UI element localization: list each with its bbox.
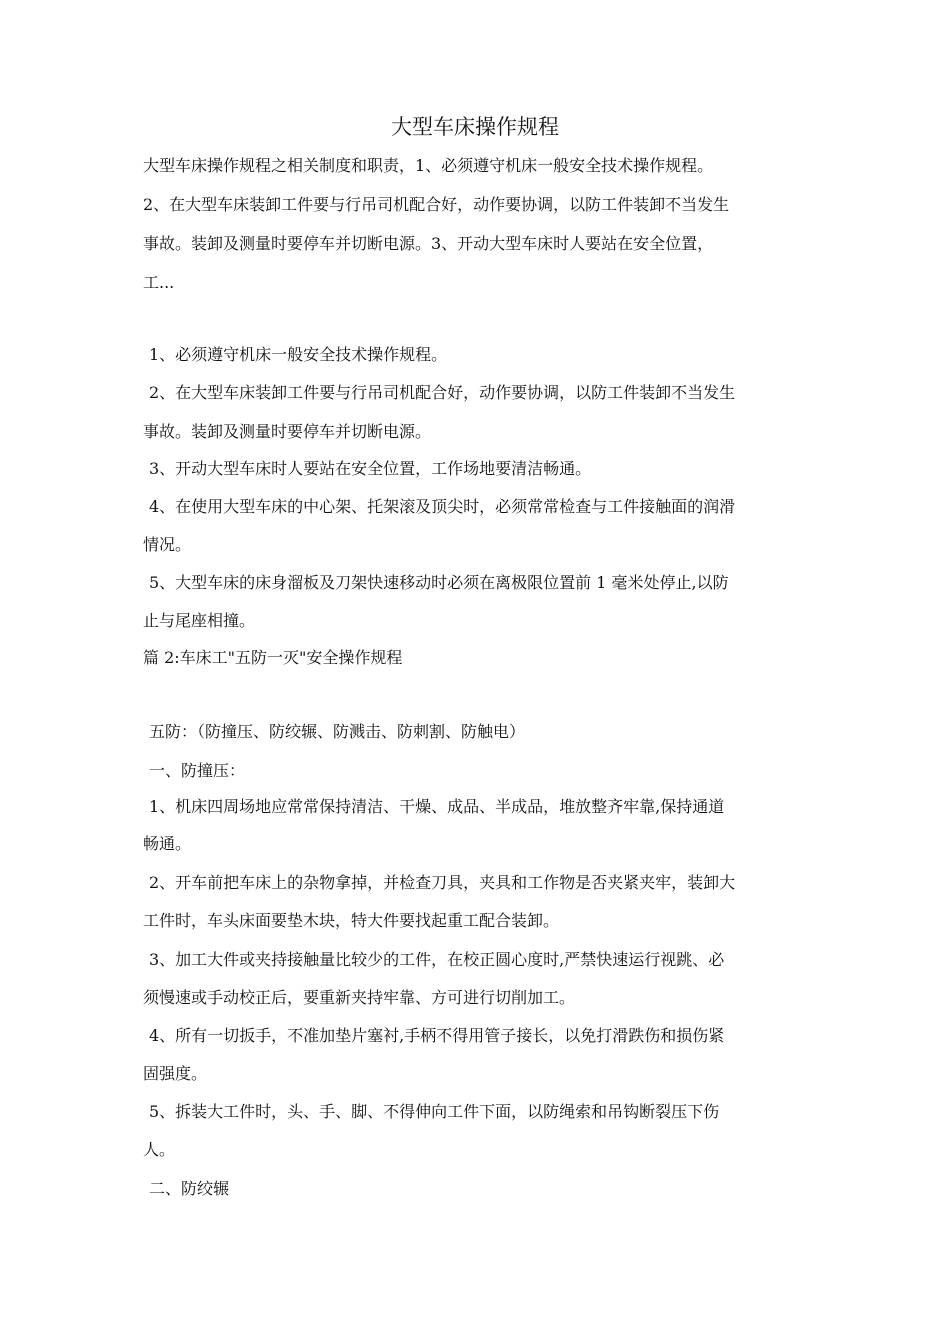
rule-line: 事故。装卸及测量时要停车并切断电源。 <box>143 422 432 441</box>
document-title: 大型车床操作规程 <box>391 115 559 139</box>
summary-line: 2、在大型车床装卸工件要与行吊司机配合好，动作要协调，以防工件装卸不当发生 <box>143 195 730 214</box>
subsection-heading: 二、防绞辗 <box>149 1179 230 1198</box>
item-line: 4、所有一切扳手，不准加垫片塞衬,手柄不得用管子接长，以免打滑跌伤和损伤紧 <box>149 1026 725 1045</box>
item-line: 3、加工大件或夹持接触量比较少的工件，在校正圆心度时,严禁快速运行视跳、必 <box>149 950 725 969</box>
item-line: 5、拆装大工件时，头、手、脚、不得伸向工件下面，以防绳索和吊钩断裂压下伤 <box>149 1102 720 1121</box>
rule-line: 止与尾座相撞。 <box>143 611 256 630</box>
item-line: 工件时，车头床面要垫木块，特大件要找起重工配合装卸。 <box>143 911 560 930</box>
rule-line: 4、在使用大型车床的中心架、托架滚及顶尖时，必须常常检查与工件接触面的润滑 <box>149 497 736 516</box>
subsection-heading: 一、防撞压： <box>149 761 246 780</box>
item-line: 畅通。 <box>143 834 192 853</box>
rule-line: 3、开动大型车床时人要站在安全位置，工作场地要清洁畅通。 <box>149 459 592 478</box>
section-heading: 篇 2:车床工"五防一灭"安全操作规程 <box>143 648 403 667</box>
item-line: 1、机床四周场地应常常保持清洁、干燥、成品、半成品，堆放整齐牢靠,保持通道 <box>149 797 725 816</box>
summary-line: 大型车床操作规程之相关制度和职责，1、必须遵守机床一般安全技术操作规程。 <box>143 156 714 175</box>
summary-line: 事故。装卸及测量时要停车并切断电源。3、开动大型车床时人要站在安全位置， <box>143 234 714 253</box>
item-line: 2、开车前把车床上的杂物拿掉，并检查刀具，夹具和工作物是否夹紧夹牢，装卸大 <box>149 873 736 892</box>
rule-line: 2、在大型车床装卸工件要与行吊司机配合好，动作要协调，以防工件装卸不当发生 <box>149 383 736 402</box>
rule-line: 情况。 <box>143 535 192 554</box>
five-prevent-line: 五防：（防撞压、防绞辗、防溅击、防刺割、防触电） <box>149 722 526 741</box>
rule-line: 5、大型车床的床身溜板及刀架快速移动时必须在离极限位置前 1 毫米处停止,以防 <box>149 573 729 592</box>
rule-line: 1、必须遵守机床一般安全技术操作规程。 <box>149 345 448 364</box>
summary-line: 工... <box>143 273 175 292</box>
item-line: 固强度。 <box>143 1064 208 1083</box>
item-line: 人。 <box>143 1140 176 1159</box>
item-line: 须慢速或手动校正后，要重新夹持牢靠、方可进行切削加工。 <box>143 988 576 1007</box>
